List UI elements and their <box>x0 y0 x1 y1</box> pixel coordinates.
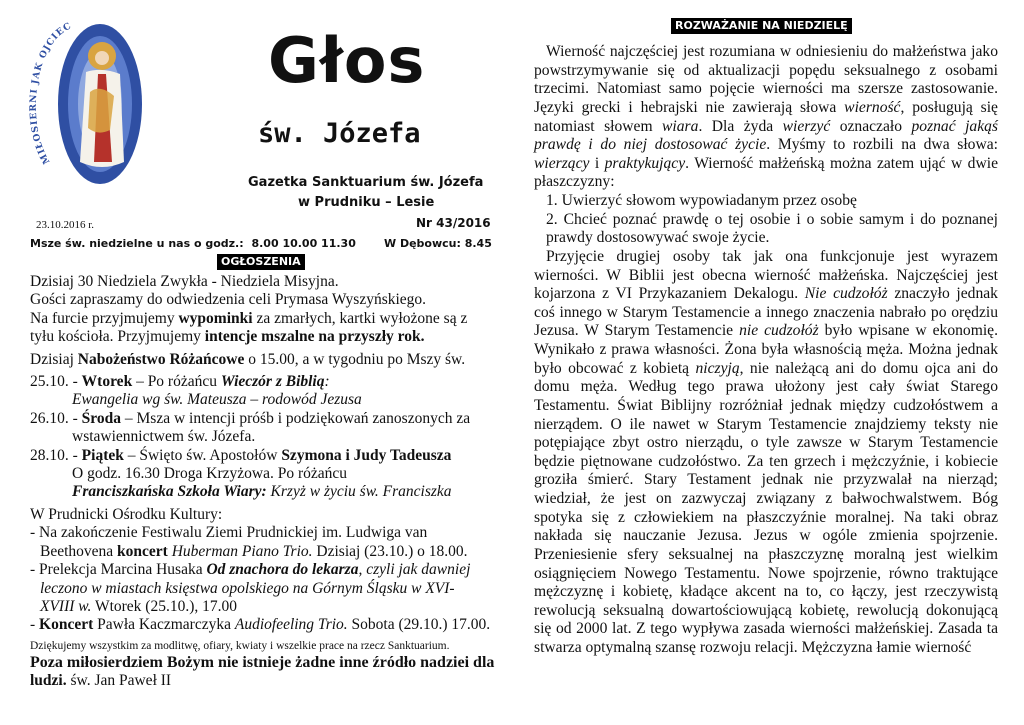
reflection-header: ROZWAŻANIE NA NIEDZIELĘ <box>671 18 852 34</box>
mass-label: Msze św. niedzielne u nas o godz.: <box>30 237 244 250</box>
wednesday-item-detail: wstawiennictwem św. Józefa. <box>72 428 256 446</box>
announcement-line: tyłu kościoła. Przyjmujemy intencje mszalne na przyszły rok. <box>30 328 425 346</box>
newsletter-subtitle: św. Józefa <box>258 118 421 149</box>
culture-item-detail: leczono w miastach księstwa opolskiego na Górnym Śląsku w XVI- <box>40 579 455 597</box>
friday-item: 28.10. - Piątek – Święto św. Apostołów Szymona i Judy Tadeusza <box>30 446 452 464</box>
announcements-header: OGŁOSZENIA <box>217 254 305 270</box>
announcement-line: Gości zapraszamy do odwiedzenia celi Prymasa Wyszyńskiego. <box>30 291 427 309</box>
culture-item: - Koncert Pawła Kaczmarczyka Audiofeeling Trio. Sobota (29.10.) 17.00. <box>30 616 491 634</box>
tuesday-item-detail: Ewangelia wg św. Mateusza – rodowód Jezusa <box>72 391 362 409</box>
culture-title: W Prudnicki Ośrodku Kultury: <box>30 505 223 523</box>
jubilee-mercy-logo <box>28 12 146 190</box>
announcement-line: Na furcie przyjmujemy wypominki za zmarłych, kartki wyłożone są z <box>30 309 468 327</box>
issue-date: 23.10.2016 r. <box>36 219 95 231</box>
culture-item: - Prelekcja Marcina Husaka Od znachora do lekarza, czyli jak dawniej <box>30 561 471 579</box>
newsletter-title: Głos <box>268 24 426 97</box>
reflection-body <box>534 43 998 658</box>
gazette-line-1: Gazetka Sanktuarium św. Józefa <box>248 175 484 190</box>
quote-line: Poza miłosierdziem Bożym nie istnieje żadne inne źródło nadziei dla <box>30 653 495 671</box>
mass-times-value: 8.00 10.00 11.30 <box>251 237 356 250</box>
thanks-line: Dziękujemy wszystkim za modlitwę, ofiary, kwiaty i wszelkie prace na rzecz Sanktuarium. <box>30 639 450 652</box>
reflection-list-item: 2. Chcieć poznać prawdę o tej osobie i o sobie samym i do poznanej prawdy dostosowywać swoje życie. <box>546 210 998 247</box>
reflection-paragraph: Przyjęcie drugiej osoby tak jak ona funkcjonuje jest wyrazem wierności. W Biblii jest obecna wierność małżeńska. Najczęściej jest kojarzona z VI Przykazaniem Dekalogu. Nie cudzołóż znaczyło jednak coś innego w Starym Testamencie a innego znaczenia nabrało po orędziu Jezusa. W Starym Testamencie nie cudzołóż było wpisane w ekonomię. Wynikało z prawa własności. Żona była własnością męża. Można jednak było obcować z kobietą niczyją, nie należącą ani do domu ojca ani do domu męża. Według tego prawa ułożony jest cały świat Starego Testamentu. Świat Biblijny rozróżniał jednak między cudzołóstwem a nierządem. O ile nawet w Starym Testamencie znajdziemy teksty nie potępiające zbyt ostro nierządu, o tyle zawsze w Starym Testamencie będzie piętnowane cudzołóstwo. Za ten grzech i mężczyźnie, i kobiecie groziła śmierć. Stary Testament jednak nie przyzwalał na nierząd; wiedział, że jest on zazwyczaj związany z bałwochwalstwem. Bóg spotyka się z człowiekiem na płaszczyźnie moralnej. Na taki obraz nakłada się nauczanie Jezusa. Jezus w ogóle zmienia spojrzenie. Przeniesienie sfery seksualnej na płaszczyznę moralną jest wielkim osiągnięciem Nowego Testamentu. Nowe spojrzenie, równo traktujące mężczyznę i kobietę, kładące akcent na to, co łączy, jest rzeczywistą rewolucją seksualną dowartościowującą kobietę, rewolucją dokonującą się od 2000 lat. Z tego wypływa zasada wierności małżeńskiej. Zasada ta stwarza optymalną szansę rozwoju relacji. Mężczyzna łamie wierność <box>534 247 998 656</box>
tuesday-item: 25.10. - Wtorek – Po różańcu Wieczór z Biblią: <box>30 373 330 391</box>
friday-item-detail: Franciszkańska Szkoła Wiary: Krzyż w życiu św. Franciszka <box>72 483 452 501</box>
reflection-list-item: 1. Uwierzyć słowom wypowiadanym przez osobę <box>546 192 857 209</box>
reflection-paragraph: Wierność najczęściej jest rozumiana w odniesieniu do małżeństwa jako powstrzymywanie się od aktualizacji popędu seksualnego z osobami trzecimi. Natomiast samo pojęcie wierności ma szersze zastosowanie. Języki grecki i hebrajski nie zawierają słowa wierność, posługują się natomiast słowem wiara. Dla żyda wierzyć oznaczało poznać jakąś prawdę i do niej dostosować życie. Myśmy to rozbili na dwa słowa: wierzący i praktykujący. Wierność małżeńską można zatem ująć w dwie płaszczyzny: <box>534 43 998 191</box>
mass-times <box>30 237 356 250</box>
gazette-line-2: w Prudniku – Lesie <box>298 195 435 210</box>
culture-item: - Na zakończenie Festiwalu Ziemi Prudnickiej im. Ludwiga van <box>30 524 428 542</box>
announcements-body <box>30 273 500 691</box>
friday-item-detail: O godz. 16.30 Droga Krzyżowa. Po różańcu <box>72 465 348 483</box>
logo-text: MIŁOSIERNI JAK OJCIEC <box>28 21 74 166</box>
culture-item-detail: XVIII w. Wtorek (25.10.), 17.00 <box>40 597 238 615</box>
issue-number: Nr 43/2016 <box>416 216 491 230</box>
announcement-line: Dzisiaj 30 Niedziela Zwykła - Niedziela Misyjna. <box>30 273 339 290</box>
quote-author-line: ludzi. św. Jan Paweł II <box>30 672 172 690</box>
debowiec-mass: W Dębowcu: 8.45 <box>384 237 492 250</box>
wednesday-item: 26.10. - Środa – Msza w intencji próśb i podziękowań zanoszonych za <box>30 409 471 427</box>
rosary-line: Dzisiaj Nabożeństwo Różańcowe o 15.00, a w tygodniu po Mszy św. <box>30 350 466 368</box>
culture-item-detail: Beethovena koncert Huberman Piano Trio. Dzisiaj (23.10.) o 18.00. <box>40 542 468 560</box>
